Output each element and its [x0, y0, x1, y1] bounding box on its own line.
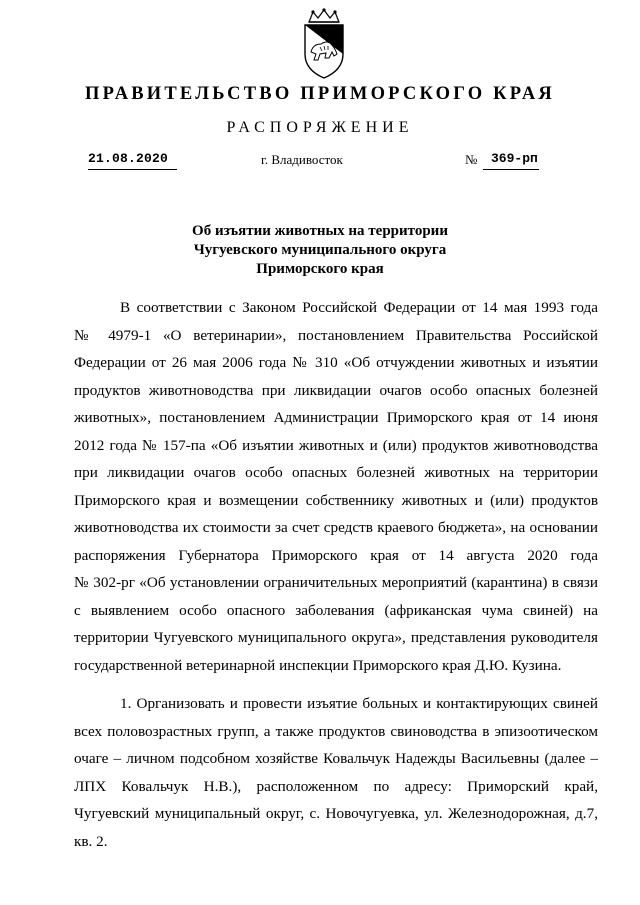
- body-line: животных», постановлением Администрации Приморского края от 14 июня: [74, 409, 598, 426]
- body-line: Федерации от 26 мая 2006 года № 310 «Об отчуждении животных и изъятии: [74, 354, 598, 371]
- coat-of-arms-icon: [299, 8, 349, 80]
- body-line: ЛПХ Ковальчук Н.В.), расположенном по адресу: Приморский край,: [74, 777, 598, 795]
- body-line: № 302-рг «Об установлении ограничительных мероприятий (карантина) в связи: [74, 574, 598, 591]
- body-line: Чугуевский муниципальный округ, с. Новочугуевка, ул. Железнодорожная, д.7,: [74, 805, 598, 822]
- body-line: 1. Организовать и провести изъятие больных и контактирующих свиней: [120, 695, 598, 712]
- body-line: распоряжения Губернатора Приморского края от 14 августа 2020 года: [74, 546, 598, 564]
- body-line: продуктов животноводства при ликвидации очагов особо опасных болезней: [74, 381, 598, 399]
- title-line: Чугуевского муниципального округа: [193, 242, 447, 258]
- body-line: всех половозрастных групп, а также продуктов свиноводства в эпизоотическом: [74, 722, 598, 740]
- title-line: Приморского края: [256, 261, 384, 277]
- document-title: [0, 222, 640, 279]
- document-type: РАСПОРЯЖЕНИЕ: [226, 119, 414, 136]
- body-line: территории Чугуевского муниципального округа», представления руководителя: [74, 629, 598, 646]
- document-date: 21.08.2020: [88, 151, 169, 166]
- body-line: животноводства их стоимости за счет средств краевого бюджета», на основании: [74, 519, 598, 536]
- body-line: В соответствии с Законом Российской Федерации от 14 мая 1993 года: [120, 299, 598, 316]
- date-underline: [88, 169, 177, 170]
- document-city: г. Владивосток: [261, 152, 343, 167]
- body-line: при ликвидации очагов особо опасных болезней животных на территории: [74, 464, 598, 481]
- paragraph-item-1: [74, 690, 598, 855]
- document-body: [74, 294, 598, 855]
- number-sign: №: [465, 152, 478, 167]
- paragraph-preamble: [74, 294, 598, 679]
- number-underline: [483, 169, 539, 170]
- body-line: государственной ветеринарной инспекции Приморского края Д.Ю. Кузина.: [74, 656, 562, 674]
- body-line: № 4979-1 «О ветеринарии», постановлением Правительства Российской: [74, 326, 598, 344]
- body-line: 2012 года № 157-па «Об изъятии животных и (или) продуктов животноводства: [74, 436, 598, 454]
- body-line: Приморского края и возмещении собственнику животных и (или) продуктов: [74, 491, 598, 509]
- body-line: кв. 2.: [74, 832, 108, 850]
- body-line: очаге – личном подсобном хозяйстве Ковальчук Надежды Васильевны (далее –: [74, 750, 598, 767]
- title-line: Об изъятии животных на территории: [192, 223, 448, 239]
- organization-title: ПРАВИТЕЛЬСТВО ПРИМОРСКОГО КРАЯ: [84, 84, 555, 104]
- body-line: с выявлением особо опасного заболевания (африканская чума свиней) на: [74, 601, 598, 619]
- document-number: 369-рп: [491, 151, 538, 166]
